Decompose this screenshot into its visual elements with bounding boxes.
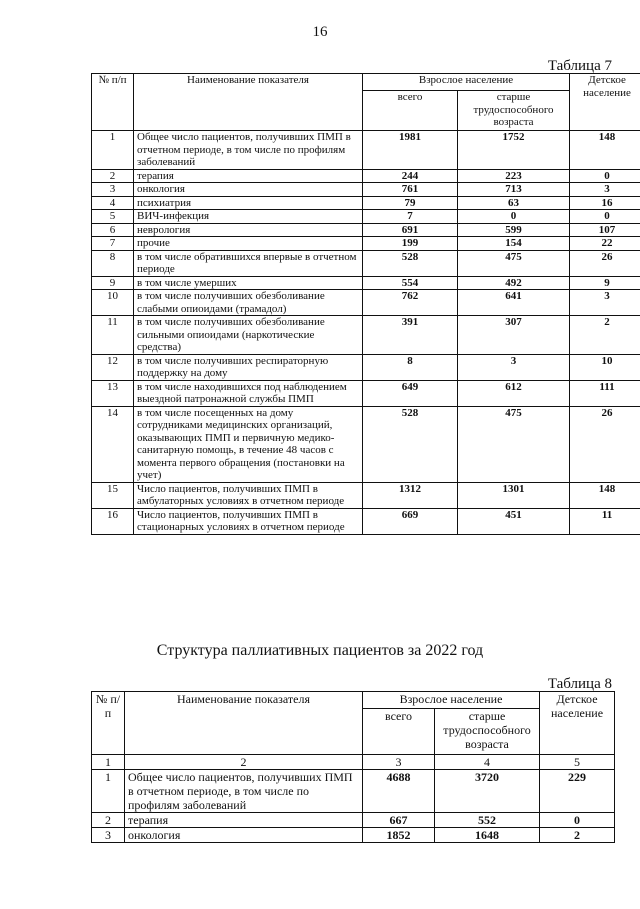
header-name: Наименование показателя [134, 74, 363, 131]
value-children: 0 [540, 813, 615, 828]
row-number: 13 [92, 380, 134, 406]
header-child: Детское население [570, 74, 640, 131]
value-children: 22 [570, 237, 640, 251]
table-row [92, 316, 640, 355]
value-older: 223 [458, 169, 570, 183]
value-older: 1752 [458, 131, 570, 170]
value-total: 1852 [363, 828, 435, 843]
value-older: 451 [458, 508, 570, 534]
row-number: 3 [92, 183, 134, 197]
value-total: 199 [363, 237, 458, 251]
value-total: 691 [363, 223, 458, 237]
header-num: № п/п [92, 74, 134, 131]
table-row [92, 237, 640, 251]
value-total: 667 [363, 813, 435, 828]
row-number: 6 [92, 223, 134, 237]
section-title: Структура паллиативных пациентов за 2022 год [156, 642, 484, 659]
table-8-label: Таблица 8 [547, 676, 612, 692]
value-older: 0 [458, 210, 570, 224]
value-children: 16 [570, 196, 640, 210]
column-number: 1 [92, 755, 125, 770]
row-number: 7 [92, 237, 134, 251]
row-label: в том числе обратившихся впервые в отчетном периоде [134, 250, 363, 276]
value-older: 641 [458, 290, 570, 316]
row-number: 3 [92, 828, 125, 843]
value-total: 4688 [363, 770, 435, 813]
row-label: онкология [125, 828, 363, 843]
row-number: 11 [92, 316, 134, 355]
table-row [92, 828, 615, 843]
value-total: 8 [363, 354, 458, 380]
value-total: 1312 [363, 482, 458, 508]
table-row [92, 223, 640, 237]
value-older: 492 [458, 276, 570, 290]
row-label: неврология [134, 223, 363, 237]
header-older: старше трудоспособного возраста [458, 91, 570, 131]
row-number: 14 [92, 406, 134, 482]
row-label: терапия [134, 169, 363, 183]
value-children: 107 [570, 223, 640, 237]
table-row [92, 276, 640, 290]
value-children: 148 [570, 131, 640, 170]
header-adult: Взрослое население [363, 74, 570, 91]
table-row [92, 196, 640, 210]
value-older: 154 [458, 237, 570, 251]
value-total: 649 [363, 380, 458, 406]
header-total: всего [363, 91, 458, 131]
value-total: 761 [363, 183, 458, 197]
table-row [92, 131, 640, 170]
value-children: 26 [570, 406, 640, 482]
header-older: старше трудоспособного возраста [435, 709, 540, 755]
row-number: 10 [92, 290, 134, 316]
value-total: 528 [363, 406, 458, 482]
row-label: в том числе посещенных на дому сотрудниками медицинских организаций, оказывающих ПМП и первичную медико-санитарную помощь, в течение 48 часов с момента первого обращения (постановки на учет) [134, 406, 363, 482]
value-children: 3 [570, 290, 640, 316]
table-row [92, 770, 615, 813]
value-children: 111 [570, 380, 640, 406]
header-adult: Взрослое население [363, 692, 540, 709]
table-row [92, 482, 640, 508]
table-row [92, 813, 615, 828]
value-older: 475 [458, 406, 570, 482]
row-label: Число пациентов, получивших ПМП в амбулаторных условиях в отчетном периоде [134, 482, 363, 508]
value-children: 10 [570, 354, 640, 380]
table-8 [91, 691, 615, 843]
value-children: 2 [540, 828, 615, 843]
value-children: 26 [570, 250, 640, 276]
value-total: 528 [363, 250, 458, 276]
value-older: 475 [458, 250, 570, 276]
row-label: терапия [125, 813, 363, 828]
row-label: Общее число пациентов, получивших ПМП в отчетном периоде, в том числе по профилям заболеваний [125, 770, 363, 813]
row-label: в том числе находившихся под наблюдением выездной патронажной службы ПМП [134, 380, 363, 406]
page-number: 16 [312, 24, 328, 40]
value-children: 9 [570, 276, 640, 290]
row-label: в том числе получивших обезболивание сильными опиоидами (наркотические средства) [134, 316, 363, 355]
table-row [92, 210, 640, 224]
value-total: 391 [363, 316, 458, 355]
header-child: Детское население [540, 692, 615, 755]
header-total: всего [363, 709, 435, 755]
row-number: 2 [92, 813, 125, 828]
value-total: 762 [363, 290, 458, 316]
row-label: в том числе умерших [134, 276, 363, 290]
value-children: 0 [570, 210, 640, 224]
row-number: 1 [92, 131, 134, 170]
header-num: № п/п [92, 692, 125, 755]
row-number: 12 [92, 354, 134, 380]
row-number: 9 [92, 276, 134, 290]
row-label: прочие [134, 237, 363, 251]
value-children: 11 [570, 508, 640, 534]
header-name: Наименование показателя [125, 692, 363, 755]
row-number: 5 [92, 210, 134, 224]
row-number: 8 [92, 250, 134, 276]
value-older: 599 [458, 223, 570, 237]
table-row [92, 290, 640, 316]
value-older: 552 [435, 813, 540, 828]
row-label: в том числе получивших обезболивание слабыми опиоидами (трамадол) [134, 290, 363, 316]
value-children: 2 [570, 316, 640, 355]
value-children: 0 [570, 169, 640, 183]
row-label: ВИЧ-инфекция [134, 210, 363, 224]
value-total: 1981 [363, 131, 458, 170]
row-number: 2 [92, 169, 134, 183]
table-row [92, 406, 640, 482]
column-number: 4 [435, 755, 540, 770]
row-number: 4 [92, 196, 134, 210]
value-total: 669 [363, 508, 458, 534]
table-row [92, 250, 640, 276]
table-row [92, 169, 640, 183]
value-children: 229 [540, 770, 615, 813]
table-row [92, 354, 640, 380]
row-number: 16 [92, 508, 134, 534]
row-label: Число пациентов, получивших ПМП в стационарных условиях в отчетном периоде [134, 508, 363, 534]
table-row [92, 508, 640, 534]
column-number: 5 [540, 755, 615, 770]
row-number: 15 [92, 482, 134, 508]
value-total: 79 [363, 196, 458, 210]
value-total: 554 [363, 276, 458, 290]
value-older: 307 [458, 316, 570, 355]
table-row [92, 183, 640, 197]
table-7 [91, 73, 640, 535]
column-number: 2 [125, 755, 363, 770]
table-7-label: Таблица 7 [547, 58, 612, 74]
value-older: 3720 [435, 770, 540, 813]
row-label: онкология [134, 183, 363, 197]
column-number: 3 [363, 755, 435, 770]
row-number: 1 [92, 770, 125, 813]
row-label: психиатрия [134, 196, 363, 210]
value-older: 1301 [458, 482, 570, 508]
value-older: 713 [458, 183, 570, 197]
value-children: 148 [570, 482, 640, 508]
value-total: 244 [363, 169, 458, 183]
value-older: 63 [458, 196, 570, 210]
row-label: Общее число пациентов, получивших ПМП в отчетном периоде, в том числе по профилям заболеваний [134, 131, 363, 170]
row-label: в том числе получивших респираторную поддержку на дому [134, 354, 363, 380]
value-total: 7 [363, 210, 458, 224]
value-older: 3 [458, 354, 570, 380]
value-children: 3 [570, 183, 640, 197]
table-row [92, 380, 640, 406]
value-older: 1648 [435, 828, 540, 843]
value-older: 612 [458, 380, 570, 406]
